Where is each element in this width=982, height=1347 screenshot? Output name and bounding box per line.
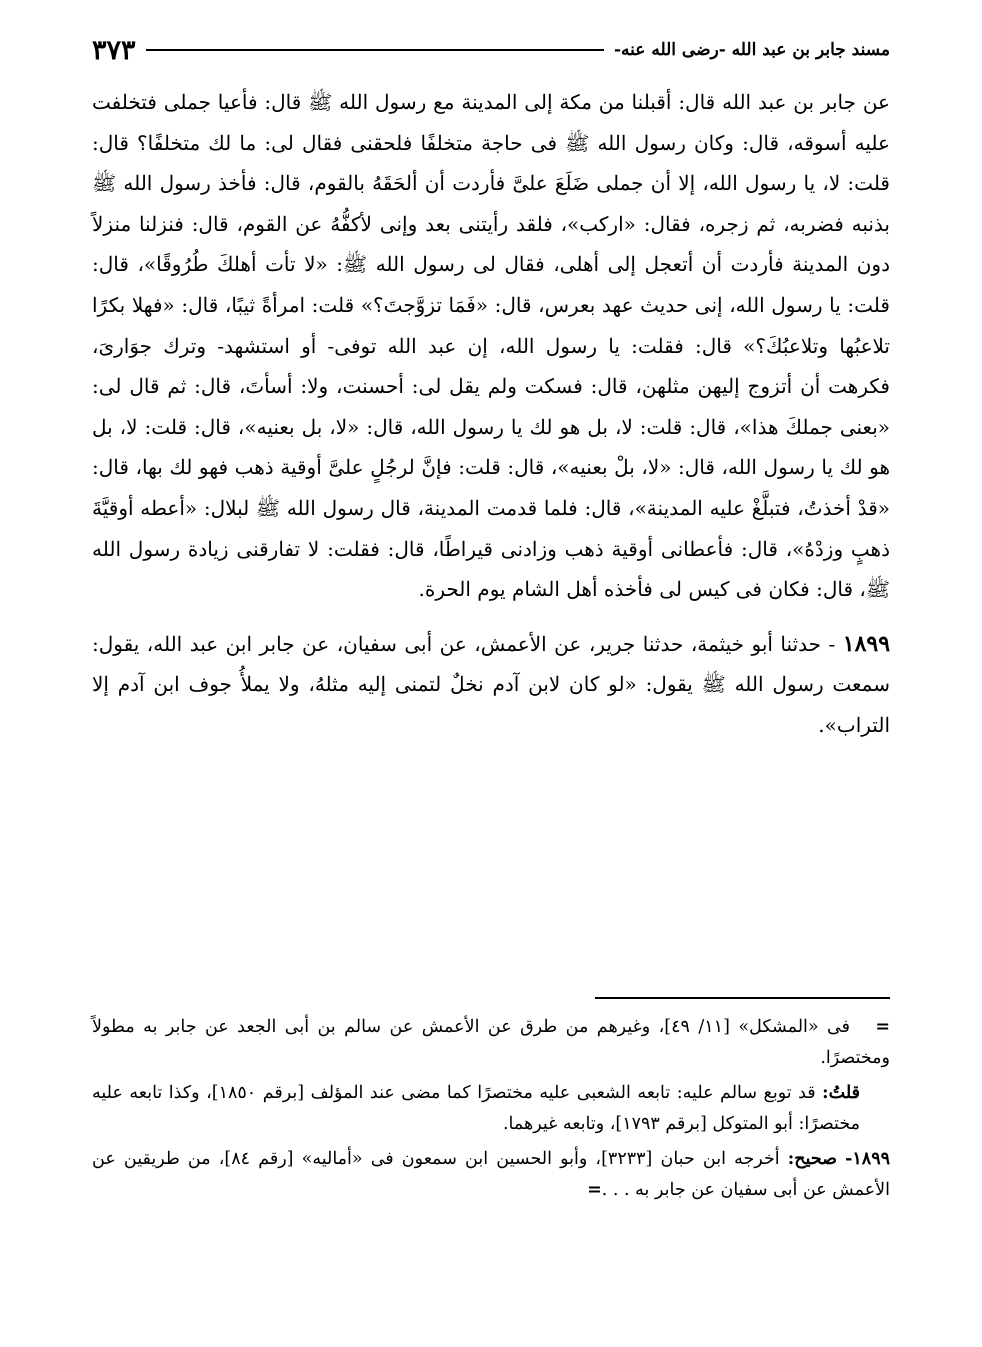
continuation-marker: = <box>875 1017 890 1037</box>
main-text <box>92 82 890 746</box>
footnote-note-label: قلتُ: <box>822 1083 860 1103</box>
footnote-1899-text: أخرجه ابن حبان [٣٢٣٣]، وأبو الحسين ابن سمعون فى «أماليه» [رقم ٨٤]، من طريقين عن الأعمش عن أبى سفيان عن جابر به . . . <box>92 1149 890 1200</box>
header-title: مسند جابر بن عبد الله -رضى الله عنه- <box>613 40 890 60</box>
hadith-paragraph-1: عن جابر بن عبد الله قال: أقبلنا من مكة إلى المدينة مع رسول الله ﷺ قال: فأعيا جملى فتخلفت عليه أسوقه، قال: وكان رسول الله ﷺ فى حاجة متخلفًا فلحقنى فقال لى: ما لك متخلفًا؟ قال: قلت: لا، يا رسول الله، إلا أن جملى ضَلَعَ علىَّ فأردت أن ألحَقَهُ بالقوم، قال: فأخذ رسول الله ﷺ بذنبه فضربه، ثم زجره، فقال: «اركب»، فلقد رأيتنى بعد وإنى لأكفُّهُ عن القوم، قال: فنزلنا منزلاً دون المدينة فأردت أن أتعجل إلى أهلى، فقال لى رسول الله ﷺ: «لا تأت أهلكَ طُرُوقًا»، قال: قلت: يا رسول الله، إنى حديث عهد بعرس، قال: «فَمَا تزوَّجتَ؟» قلت: امرأةً ثيبًا، قال: «فهلا بكرًا تلاعبُها وتلاعبُكَ؟» قال: فقلت: يا رسول الله، إن عبد الله توفى- أو استشهد- وترك جوَارىَ، فكرهت أن أتزوج إليهن مثلهن، قال: فسكت ولم يقل لى: أحسنت، ولا: أسأتَ، قال: ثم قال لى: «بعنى جملكَ هذا»، قال: قلت: لا، بل هو لك يا رسول الله، قال: «لا، بل بعنيه»، قال: قلت: لا، بل هو لك يا رسول الله، قال: «لا، بلْ بعنيه»، قال: قلت: فإنَّ لرجُلٍ علىَّ أوقية ذهب فهو لك بها، قال: «قدْ أخذتُ، فتبلَّغْ عليه المدينة»، قال: فلما قدمت المدينة، قال رسول الله ﷺ لبلال: «أعطه أوقيَّةَ ذهبٍ وزدْهُ»، قال: فأعطانى أوقية ذهب وزادنى قيراطًا، قال: فقلت: لا تفارقنى زيادة رسول الله ﷺ، قال: فكان فى كيس لى فأخذه أهل الشام يوم الحرة. <box>92 90 890 602</box>
footnote-1899 <box>92 1144 890 1206</box>
footnote-separator <box>595 997 890 999</box>
continued-marker: = <box>587 1180 602 1200</box>
hadith-text: - حدثنا أبو خيثمة، حدثنا جرير، عن الأعمش، عن أبى سفيان، عن جابر ابن عبد الله، يقول: سمعت رسول الله ﷺ يقول: «لو كان لابن آدم نخلٌ لتمنى إليه مثلهُ، ولا يملأُ جوف ابن آدم إلا التراب». <box>92 631 890 737</box>
footnote-continuation <box>92 1012 890 1074</box>
footnote-note <box>92 1078 890 1140</box>
page-number: ٣٧٣ <box>92 34 136 66</box>
footnote-grade: صحيح: <box>787 1149 837 1169</box>
header-rule <box>146 49 604 51</box>
hadith-number: ١٨٩٩ <box>842 630 891 657</box>
footnote-continuation-text: فى «المشكل» [١١/ ٤٩]، وغيرهم من طرق عن الأعمش عن سالم بن أبى الجعد عن جابر به مطولاً ومختصرًا. <box>92 1017 890 1068</box>
footnote-number: ١٨٩٩- <box>845 1149 890 1169</box>
footnote-note-text: قد توبع سالم عليه: تابعه الشعبى عليه مختصرًا كما مضى عند المؤلف [برقم ١٨٥٠]، وكذا تابعه عليه مختصرًا: أبو المتوكل [برقم ١٧٩٣]، وتابعه غيرهما. <box>92 1083 860 1134</box>
hadith-paragraph-2 <box>92 624 890 746</box>
footnotes <box>92 1012 890 1210</box>
running-header <box>92 30 890 70</box>
